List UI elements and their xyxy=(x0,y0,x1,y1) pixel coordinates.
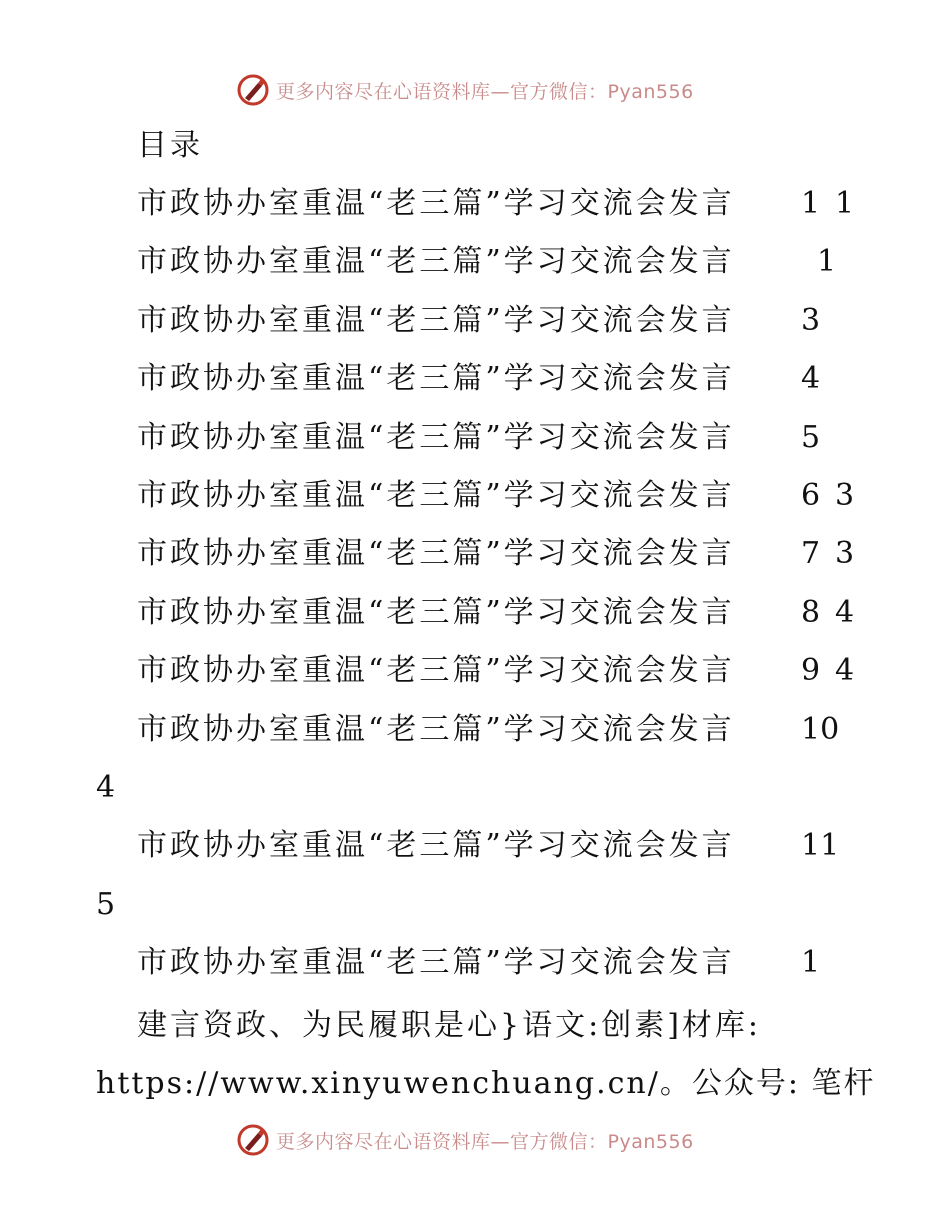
toc-entry-text: 市政协办室重温“老三篇”学习交流会发言 xyxy=(137,478,735,513)
watermark-text: 更多内容尽在心语资料库—官方微信：Pyan556 xyxy=(276,1130,694,1153)
toc-entry-page: 3 xyxy=(835,478,855,513)
toc-entry-page: 4 xyxy=(835,653,855,688)
toc-entry-text: 市政协办室重温“老三篇”学习交流会发言 xyxy=(137,361,735,396)
toc-entry-text: 市政协办室重温“老三篇”学习交流会发言 xyxy=(137,303,735,338)
toc-entry-text: 市政协办室重温“老三篇”学习交流会发言 xyxy=(137,595,735,630)
toc-wrap-page: 4 xyxy=(96,770,116,805)
toc-entry-text: 市政协办室重温“老三篇”学习交流会发言 xyxy=(137,186,735,221)
toc-entry-number: 6 xyxy=(801,478,821,513)
toc-entry-number: 1 xyxy=(801,186,821,221)
watermark-text: 更多内容尽在心语资料库—官方微信：Pyan556 xyxy=(276,80,694,103)
watermark-footer xyxy=(236,1122,694,1158)
toc-entry-page: 3 xyxy=(835,536,855,571)
pen-logo-icon xyxy=(236,73,270,107)
toc-entry-page: 1 xyxy=(817,244,837,279)
toc-entry-text: 市政协办室重温“老三篇”学习交流会发言 xyxy=(137,420,735,455)
toc-entry-text: 市政协办室重温“老三篇”学习交流会发言 xyxy=(137,653,735,688)
toc-entry-number: 1 xyxy=(801,945,821,980)
toc-entry-page: 1 xyxy=(835,186,855,221)
body-line-1: 建言资政、为民履职是心}语文:创素]材库: xyxy=(137,1008,762,1043)
toc-entry-text: 市政协办室重温“老三篇”学习交流会发言 xyxy=(137,244,735,279)
toc-entry-number: 11 xyxy=(801,828,840,863)
toc-entry-text: 市政协办室重温“老三篇”学习交流会发言 xyxy=(137,536,735,571)
watermark-header xyxy=(236,72,694,108)
toc-title: 目录 xyxy=(137,128,203,163)
toc-entry-page: 4 xyxy=(835,595,855,630)
toc-entry-number: 9 xyxy=(801,653,821,688)
body-line-2: https://www.xinyuwenchuang.cn/。公众号: 笔杆 xyxy=(96,1066,876,1101)
toc-entry-number: 10 xyxy=(801,712,840,747)
toc-entry-number: 8 xyxy=(801,595,821,630)
toc-entry-number: 5 xyxy=(801,420,821,455)
toc-entry-number: 3 xyxy=(801,303,821,338)
toc-entry-text: 市政协办室重温“老三篇”学习交流会发言 xyxy=(137,828,735,863)
pen-logo-icon xyxy=(236,1123,270,1157)
toc-entry-text: 市政协办室重温“老三篇”学习交流会发言 xyxy=(137,712,735,747)
toc-wrap-page: 5 xyxy=(96,887,116,922)
toc-entry-number: 7 xyxy=(801,536,821,571)
toc-entry-number: 4 xyxy=(801,361,821,396)
toc-entry-text: 市政协办室重温“老三篇”学习交流会发言 xyxy=(137,945,735,980)
